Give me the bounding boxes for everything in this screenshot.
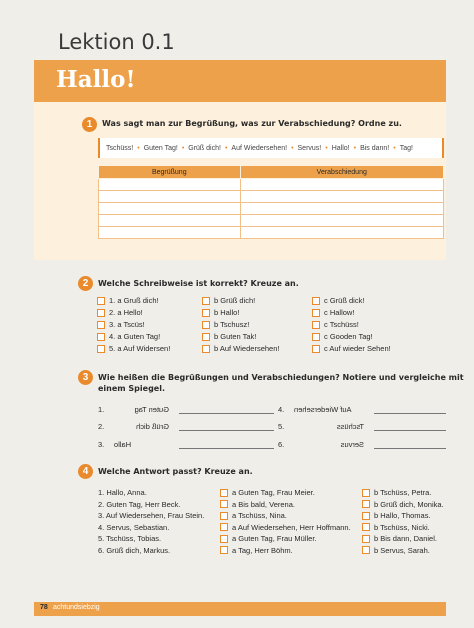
checkbox[interactable] xyxy=(97,345,105,353)
option-row: b Auf Wiedersehen! xyxy=(202,343,279,355)
mirror-item: 5. Tschüss xyxy=(278,421,446,431)
option-row: b Guten Tak! xyxy=(202,331,279,343)
answer-line[interactable] xyxy=(179,439,274,449)
separator: • xyxy=(181,144,185,152)
exercise2-question: Welche Schreibweise ist korrekt? Kreuze an. xyxy=(98,279,299,288)
option-row: a Guten Tag, Frau Müller. xyxy=(220,533,351,545)
option-row: b Grüß dich! xyxy=(202,295,279,307)
option-row: 5. a Auf Widersen! xyxy=(97,343,170,355)
checkbox[interactable] xyxy=(362,512,370,520)
option-row: a Tschüss, Nina. xyxy=(220,510,351,522)
answer-cell[interactable] xyxy=(99,215,241,227)
option-row: a Guten Tag, Frau Meier. xyxy=(220,487,351,499)
option-row: b Tschüss, Nicki. xyxy=(362,522,444,534)
answer-cell[interactable] xyxy=(99,203,241,215)
option-row: b Grüß dich, Monika. xyxy=(362,499,444,511)
option-row: c Tschüss! xyxy=(312,319,391,331)
checkbox[interactable] xyxy=(220,523,228,531)
word-bank-item: Grüß dich! xyxy=(188,144,221,152)
answer-line[interactable] xyxy=(374,404,446,414)
option-row: c Auf wieder Sehen! xyxy=(312,343,391,355)
answer-line[interactable] xyxy=(374,439,446,449)
word-bank-item: Hallo! xyxy=(331,144,350,152)
answer-line[interactable] xyxy=(179,404,274,414)
answer-line[interactable] xyxy=(374,421,446,431)
checkbox[interactable] xyxy=(202,297,210,305)
word-bank xyxy=(98,138,444,158)
option-row: a Bis bald, Verena. xyxy=(220,499,351,511)
exercise3-number: 3 xyxy=(78,370,93,385)
checkbox[interactable] xyxy=(220,546,228,554)
exercise4-number: 4 xyxy=(78,464,93,479)
checkbox[interactable] xyxy=(312,309,320,317)
exercise4-answers-a xyxy=(220,487,351,556)
page-number-word: achtundsiebzig xyxy=(53,604,100,611)
mirror-item: 6. Servus xyxy=(278,439,446,449)
answer-cell[interactable] xyxy=(99,191,241,203)
word-bank-item: Tag! xyxy=(399,144,413,152)
answer-cell[interactable] xyxy=(240,227,443,239)
checkbox[interactable] xyxy=(220,535,228,543)
exercise3-question-line2: einem Spiegel. xyxy=(98,384,165,393)
option-row: c Gooden Tag! xyxy=(312,331,391,343)
mirrored-text: Tschüss xyxy=(337,422,365,431)
prompt: 6. Grüß dich, Markus. xyxy=(98,545,171,555)
separator: • xyxy=(353,144,357,152)
checkbox[interactable] xyxy=(220,500,228,508)
word-bank-item: Auf Wiedersehen! xyxy=(231,144,288,152)
mirror-item: 3. Hallo xyxy=(98,439,274,449)
checkbox[interactable] xyxy=(220,512,228,520)
exercise3-question-line1: Wie heißen die Begrüßungen und Verabschiedungen? Notiere und vergleiche mit xyxy=(98,373,464,382)
page-title: Lektion 0.1 xyxy=(58,30,175,54)
separator: • xyxy=(224,144,228,152)
exercise1-question: Was sagt man zur Begrüßung, was zur Verabschiedung? Ordne zu. xyxy=(102,119,402,128)
mirrored-text: Servus xyxy=(340,440,365,449)
checkbox[interactable] xyxy=(312,297,320,305)
prompt: 4. Servus, Sebastian. xyxy=(98,522,170,532)
separator: • xyxy=(291,144,294,152)
mirrored-text: Grüß dich xyxy=(136,422,170,431)
exercise1-number: 1 xyxy=(82,117,97,132)
separator: • xyxy=(393,144,396,152)
page-number: 78 xyxy=(40,604,48,611)
option-row: c Hallow! xyxy=(312,307,391,319)
checkbox[interactable] xyxy=(202,345,210,353)
option-row: c Grüß dick! xyxy=(312,295,391,307)
separator: • xyxy=(137,144,140,152)
exercise2-number: 2 xyxy=(78,276,93,291)
checkbox[interactable] xyxy=(312,333,320,341)
prompt: 3. Auf Wiedersehen, Frau Stein. xyxy=(98,511,205,520)
exercise2-column-a xyxy=(97,295,170,355)
checkbox[interactable] xyxy=(97,321,105,329)
exercise2-column-c xyxy=(312,295,391,355)
word-bank-item: Servus! xyxy=(297,144,322,152)
mirrored-text: Auf Wiedersehen xyxy=(294,405,352,414)
exercise4-answers-b xyxy=(362,487,444,556)
option-row: a Auf Wiedersehen, Herr Hoffmann. xyxy=(220,522,351,534)
checkbox[interactable] xyxy=(202,333,210,341)
mirror-item: 2. Grüß dich xyxy=(98,421,274,431)
checkbox[interactable] xyxy=(362,535,370,543)
answer-cell[interactable] xyxy=(240,179,443,191)
option-row: b Servus, Sarah. xyxy=(362,545,444,557)
prompt: 5. Tschüss, Tobias. xyxy=(98,534,162,543)
option-row: b Tschüss, Petra. xyxy=(362,487,444,499)
word-bank-item: Bis dann! xyxy=(360,144,390,152)
mirror-item: 1. Guten Tag xyxy=(98,404,274,414)
checkbox[interactable] xyxy=(97,309,105,317)
option-row: b Hallo! xyxy=(202,307,279,319)
answer-cell[interactable] xyxy=(99,179,241,191)
exercise4-question: Welche Antwort passt? Kreuze an. xyxy=(98,467,253,476)
checkbox[interactable] xyxy=(312,321,320,329)
checkbox[interactable] xyxy=(362,546,370,554)
prompt: 2. Guten Tag, Herr Beck. xyxy=(98,499,181,509)
column-header-farewell: Verabschiedung xyxy=(240,166,443,179)
word-bank-item: Tschüss! xyxy=(106,144,134,152)
answer-cell[interactable] xyxy=(240,215,443,227)
section-title: Hallo! xyxy=(56,66,136,93)
option-row: b Tschusz! xyxy=(202,319,279,331)
checkbox[interactable] xyxy=(202,309,210,317)
answer-cell[interactable] xyxy=(240,203,443,215)
exercise4-prompts xyxy=(98,487,204,556)
mirror-item: 4. Auf Wiedersehen xyxy=(278,404,446,414)
option-row: 2. a Hello! xyxy=(97,307,170,319)
mirrored-text: Guten Tag xyxy=(134,405,170,414)
checkbox[interactable] xyxy=(97,297,105,305)
word-bank-item: Guten Tag! xyxy=(143,144,178,152)
option-row: 1. a Gruß dich! xyxy=(97,295,170,307)
option-row: 3. a Tscüs! xyxy=(97,319,170,331)
checkbox[interactable] xyxy=(362,489,370,497)
option-row: b Bis dann, Daniel. xyxy=(362,533,444,545)
checkbox[interactable] xyxy=(312,345,320,353)
answer-line[interactable] xyxy=(179,421,274,431)
answer-cell[interactable] xyxy=(99,227,241,239)
option-row: b Hallo, Thomas. xyxy=(362,510,444,522)
mirrored-text: Hallo xyxy=(114,440,132,449)
checkbox[interactable] xyxy=(362,500,370,508)
sort-table xyxy=(98,165,444,239)
exercise2-column-b xyxy=(202,295,279,355)
column-header-greeting: Begrüßung xyxy=(99,166,241,179)
checkbox[interactable] xyxy=(202,321,210,329)
option-row: 4. a Guten Tag! xyxy=(97,331,170,343)
checkbox[interactable] xyxy=(220,489,228,497)
prompt: 1. Hallo, Anna. xyxy=(98,488,147,497)
checkbox[interactable] xyxy=(97,333,105,341)
separator: • xyxy=(325,144,328,152)
option-row: a Tag, Herr Böhm. xyxy=(220,545,351,557)
checkbox[interactable] xyxy=(362,523,370,531)
answer-cell[interactable] xyxy=(240,191,443,203)
